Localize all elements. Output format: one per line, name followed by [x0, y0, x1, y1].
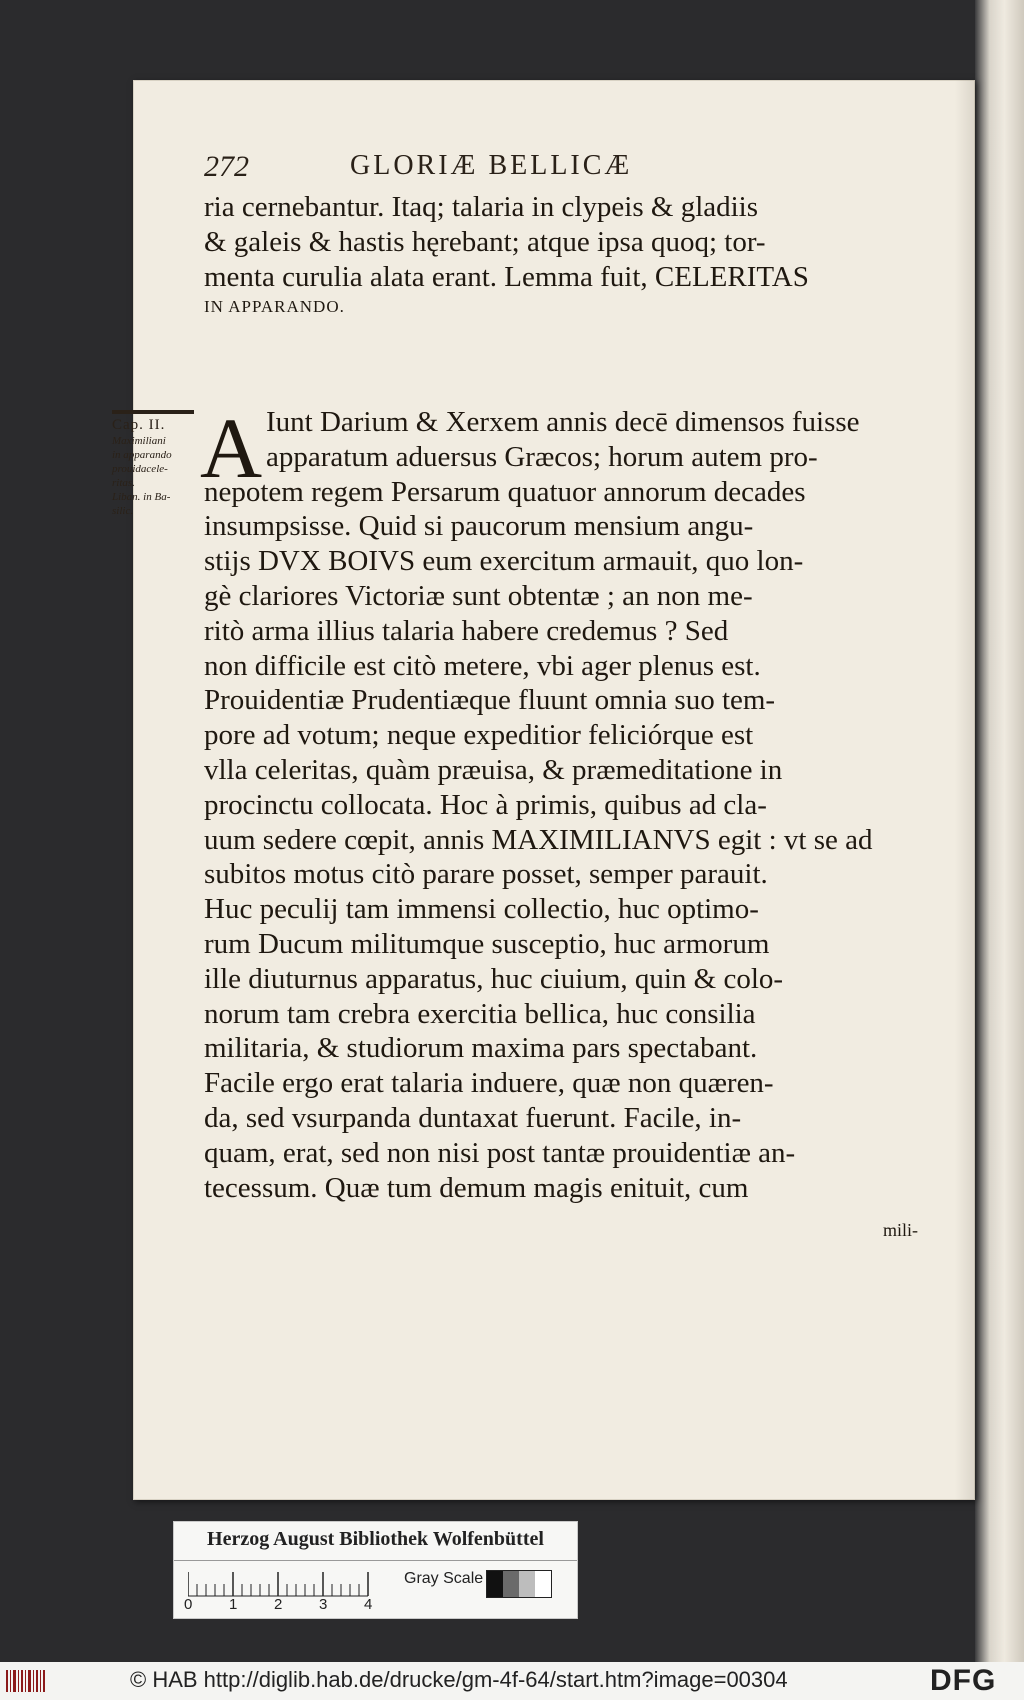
gray-swatch — [503, 1571, 519, 1597]
text-line: norum tam crebra exercitia bellica, huc consilia — [204, 997, 756, 1030]
gray-scale-swatches — [486, 1570, 552, 1598]
marginal-line: Maximiliani — [112, 435, 166, 447]
gray-swatch — [519, 1571, 535, 1597]
text-line: non difficile est citò metere, vbi ager plenus est. — [204, 649, 761, 682]
text-line: uum sedere cœpit, annis MAXIMILIANVS egit : vt se ad — [204, 823, 873, 856]
page-gutter-shadow — [955, 80, 975, 1500]
running-title: GLORIÆ BELLICÆ — [350, 150, 633, 181]
barcode-icon — [6, 1670, 46, 1692]
chapter-label: Cap. II. — [112, 417, 166, 433]
text-line: ria cernebantur. Itaq; talaria in clypeis & gladiis — [204, 191, 759, 223]
text-line: stijs DVX BOIVS eum exercitum armauit, quo lon- — [204, 545, 804, 578]
text-line: tecessum. Quæ tum demum magis enituit, cum — [204, 1171, 749, 1204]
text-line: apparatum aduersus Græcos; horum autem pro- — [266, 440, 818, 473]
gray-swatch — [535, 1571, 551, 1597]
text-line: Huc peculij tam immensi collectio, huc optimo- — [204, 893, 759, 926]
text-line: gè clariores Victoriæ sunt obtentæ ; an non me- — [204, 579, 753, 612]
drop-capital: A — [200, 400, 263, 496]
text-line: pore ad votum; neque expeditior feliciórque est — [204, 719, 754, 752]
text-line: Prouidentiæ Prudentiæque fluunt omnia suo tem- — [204, 684, 776, 717]
ruler-label: 4 — [364, 1596, 373, 1613]
text-line: subitos motus citò parare posset, semper parauit. — [204, 858, 768, 891]
marginal-line: Liban. in Ba- — [112, 491, 171, 503]
text-line: da, sed vsurpanda duntaxat fuerunt. Facile, in- — [204, 1101, 742, 1134]
library-name: Herzog August Bibliothek Wolfenbüttel — [207, 1528, 544, 1550]
footer-bar — [0, 1662, 1024, 1700]
text-line: IN APPARANDO. — [204, 297, 345, 317]
marginal-line: in apparando — [112, 449, 172, 461]
text-line: & galeis & hastis hęrebant; atque ipsa quoq; tor- — [204, 225, 766, 258]
marginal-rule — [112, 410, 194, 414]
text-line: vlla celeritas, quàm præuisa, & præmeditatione in — [204, 753, 783, 786]
color-calibration-card — [174, 1522, 577, 1618]
ruler-label: 3 — [319, 1596, 328, 1613]
text-line: nepotem regem Persarum quatuor annorum decades — [204, 475, 806, 508]
ruler-label: 2 — [274, 1596, 283, 1613]
text-line: procinctu collocata. Hoc à primis, quibus ad cla- — [204, 788, 767, 821]
card-divider — [174, 1560, 577, 1561]
adjacent-page-edge — [975, 0, 1024, 1662]
marginal-line: ritas. — [112, 477, 135, 489]
text-line: militaria, & studiorum maxima pars spectabant. — [204, 1032, 758, 1065]
gray-swatch — [487, 1571, 503, 1597]
dfg-logo: DFG — [930, 1664, 997, 1697]
ruler-label: 1 — [229, 1596, 238, 1613]
running-head — [204, 150, 804, 190]
marginal-line: prouidacele- — [112, 463, 168, 475]
main-paragraph — [204, 405, 873, 1205]
text-line: quam, erat, sed non nisi post tantæ prouidentiæ an- — [204, 1136, 796, 1169]
footer-copyright-link[interactable]: © HAB http://diglib.hab.de/drucke/gm-4f-64/start.htm?image=00304 — [130, 1667, 788, 1692]
text-line: ille diuturnus apparatus, huc ciuium, quin & colo- — [204, 962, 784, 995]
top-paragraph — [204, 190, 809, 320]
page-number: 272 — [204, 150, 249, 183]
ruler-label: 0 — [184, 1596, 193, 1613]
text-line: menta curulia alata erant. Lemma fuit, CELERITAS — [204, 260, 809, 293]
text-line: ritò arma illius talaria habere credemus ? Sed — [204, 614, 729, 647]
catchword: mili- — [883, 1220, 918, 1240]
text-line: Iunt Darium & Xerxem annis decē dimensos fuisse — [266, 406, 860, 438]
marginal-note — [112, 410, 198, 518]
marginal-line: silic. — [112, 505, 134, 517]
ruler-icon — [188, 1568, 388, 1598]
text-line: rum Ducum militumque susceptio, huc armorum — [204, 927, 770, 960]
text-line: Facile ergo erat talaria induere, quæ non quæren- — [204, 1067, 774, 1100]
gray-scale-label: Gray Scale — [404, 1570, 484, 1587]
text-line: insumpsisse. Quid si paucorum mensium angu- — [204, 510, 754, 543]
